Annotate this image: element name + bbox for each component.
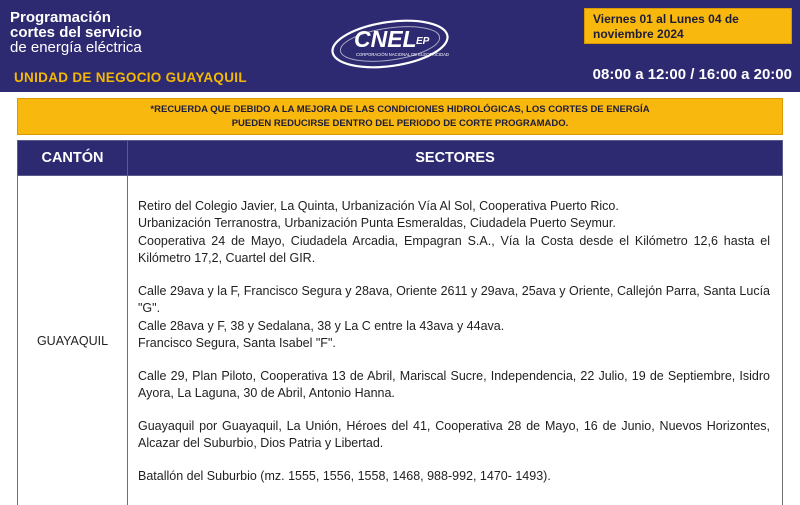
notice-line-2: PUEDEN REDUCIRSE DENTRO DEL PERIODO DE CORTE PROGRAMADO.	[231, 118, 569, 129]
sector-line: Urbanización Terranostra, Urbanización Punta Esmeraldas, Ciudadela Puerto Seymur.	[138, 216, 616, 231]
sectors-cell	[128, 176, 783, 505]
notice-line-1: *RECUERDA QUE DEBIDO A LA MEJORA DE LAS CONDICIONES HIDROLÓGICAS, LOS CORTES DE ENERGÍA	[150, 104, 650, 115]
sector-line: Guayaquil por Guayaquil, La Unión, Héroes del 41, Cooperativa 28 de Mayo, 16 de Junio, Nuevos Horizontes, Alcazar del Suburbio, Dios Patria y Libertad.	[138, 418, 770, 451]
sector-line: Batallón del Suburbio (mz. 1555, 1556, 1558, 1468, 988-992, 1470- 1493).	[138, 468, 551, 483]
logo-subtitle: CORPORACIÓN NACIONAL DE ELECTRICIDAD	[356, 52, 449, 57]
page-title	[10, 10, 142, 55]
outage-hours: 08:00 a 12:00 / 16:00 a 20:00	[592, 66, 792, 83]
header-banner	[0, 0, 800, 92]
sector-line: Calle 29, Plan Piloto, Cooperativa 13 de Abril, Mariscal Sucre, Independencia, 22 Julio, 19 de Septiembre, Isidro Ayora, La Laguna, 30 de Abril, Antonio Hanna.	[138, 368, 770, 401]
title-line-1: Programación	[10, 9, 111, 26]
date-line-1: Viernes 01 al Lunes 04 de	[593, 12, 739, 26]
header-sectors: SECTORES	[128, 141, 783, 176]
table-row	[18, 176, 783, 505]
business-unit-label: UNIDAD DE NEGOCIO GUAYAQUIL	[14, 70, 247, 85]
table-header-row	[18, 141, 783, 176]
logo-text: CNEL	[354, 26, 417, 52]
title-line-2: cortes del servicio	[10, 24, 142, 41]
sector-line: Retiro del Colegio Javier, La Quinta, Urbanización Vía Al Sol, Cooperativa Puerto Rico.	[138, 198, 619, 213]
sector-line: Calle 29ava y la F, Francisco Segura y 28ava, Oriente 2611 y 29ava, 25ava y Oriente, Callejón Parra, Santa Lucía "G".	[138, 283, 770, 316]
sector-line: Cooperativa 24 de Mayo, Ciudadela Arcadia, Empagran S.A., Vía la Costa desde el Kilómetro 12,6 hasta el Kilómetro 17,2, Cuartel del GIR.	[138, 233, 770, 266]
date-range-badge	[584, 8, 792, 44]
hydrology-notice	[17, 98, 783, 135]
title-line-3: de energía eléctrica	[10, 39, 142, 56]
cnel-logo	[328, 14, 488, 76]
canton-cell: GUAYAQUIL	[18, 176, 128, 505]
header-canton: CANTÓN	[18, 141, 128, 176]
outage-schedule-table	[17, 140, 783, 505]
date-line-2: noviembre 2024	[593, 27, 684, 41]
sector-line: Calle 28ava y F, 38 y Sedalana, 38 y La C entre la 43ava y 44ava.	[138, 318, 505, 333]
logo-suffix: EP	[416, 36, 430, 47]
sector-line: Francisco Segura, Santa Isabel "F".	[138, 336, 336, 351]
